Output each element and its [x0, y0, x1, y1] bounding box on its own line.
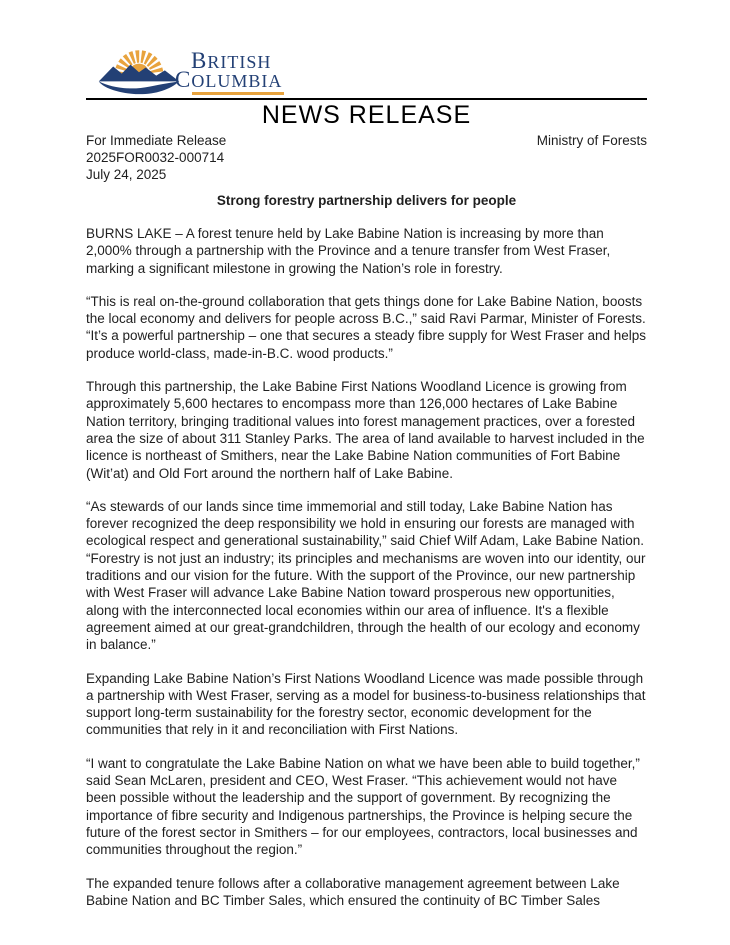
news-release-banner: NEWS RELEASE — [261, 101, 472, 129]
article-title: Strong forestry partnership delivers for people — [216, 193, 517, 208]
bc-logo — [95, 38, 284, 95]
document-content — [86, 100, 647, 909]
paragraph-tenure-followup: The expanded tenure follows after a collaborative management agreement between Lake Babine Nation and BC Timber Sales, which ensured the continuity of BC Timber Sales — [86, 875, 620, 908]
paragraph-quote-minister: “This is real on-the-ground collaboration that gets things done for Lake Babine Nation, boosts the local economy and delivers for people across B.C.,” said Ravi Parmar, Minister of Forests. “It’s a powerful partnership – one that secures a steady fibre supply for West Fraser and helps produce world-class, made-in-B.C. wood products.” — [86, 293, 647, 361]
logo-gold-underline — [192, 92, 284, 95]
bc-sunburst-icon — [95, 38, 183, 95]
release-meta — [86, 132, 647, 183]
release-number: 2025FOR0032-000714 — [86, 150, 225, 165]
bc-logo-wordmark — [175, 48, 284, 95]
paragraph-quote-chief: “As stewards of our lands since time immemorial and still today, Lake Babine Nation has forever recognized the deep responsibility we hold in ensuring our forests are managed with ecological respect and generational sustainability,” said Chief Wilf Adam, Lake Babine Nation. “Forestry is not just an industry; its principles and mechanisms are woven into our identity, our traditions and our vision for the future. With the support of the Province, our new partnership with West Fraser will advance Lake Babine Nation toward prosperous new opportunities, along with the interconnected local economies within our area of influence. It's a flexible agreement aimed at our great-grandchildren, through the health of our ecology and economy in balance.” — [86, 498, 646, 653]
paragraph-quote-ceo: “I want to congratulate the Lake Babine Nation on what we have been able to build together,” said Sean McLaren, president and CEO, West Fraser. “This achievement would not have been possible without the leadership and the support of government. By recognizing the importance of fibre security and Indigenous partnerships, the Province is helping secure the future of the forest sector in Smithers – for our employees, contractors, local businesses and communities throughout the region.” — [86, 755, 640, 858]
release-type: For Immediate Release — [86, 133, 227, 148]
paragraph-licence-details: Through this partnership, the Lake Babine First Nations Woodland Licence is growing from approximately 5,600 hectares to encompass more than 126,000 hectares of Lake Babine Nation territory, bringing traditional values into forest management practices, over a forested area the size of about 311 Stanley Parks. The area of land available to harvest included in the licence is northeast of Smithers, near the Lake Babine Nation communities of Fort Babine (Wit’at) and Old Fort around the northern half of Lake Babine. — [86, 379, 645, 481]
release-meta-left — [86, 132, 226, 183]
paragraph-partnership-model: Expanding Lake Babine Nation’s First Nations Woodland Licence was made possible through a partnership with West Fraser, serving as a model for business-to-business relationships that support long-term sustainability for the forestry sector, economic development for the communities that rely in it and reconciliation with First Nations. — [86, 670, 646, 738]
logo-text-british: BRITISH — [191, 48, 272, 73]
paragraph-lede: BURNS LAKE – A forest tenure held by Lake Babine Nation is increasing by more than 2,000% through a partnership with the Province and a tenure transfer from West Fraser, marking a significant milestone in growing the Nation’s role in forestry. — [86, 226, 611, 276]
ministry-name: Ministry of Forests — [536, 133, 647, 148]
article-body — [86, 225, 647, 909]
release-date: July 24, 2025 — [86, 167, 167, 182]
logo-text-columbia: COLUMBIA — [175, 67, 283, 92]
